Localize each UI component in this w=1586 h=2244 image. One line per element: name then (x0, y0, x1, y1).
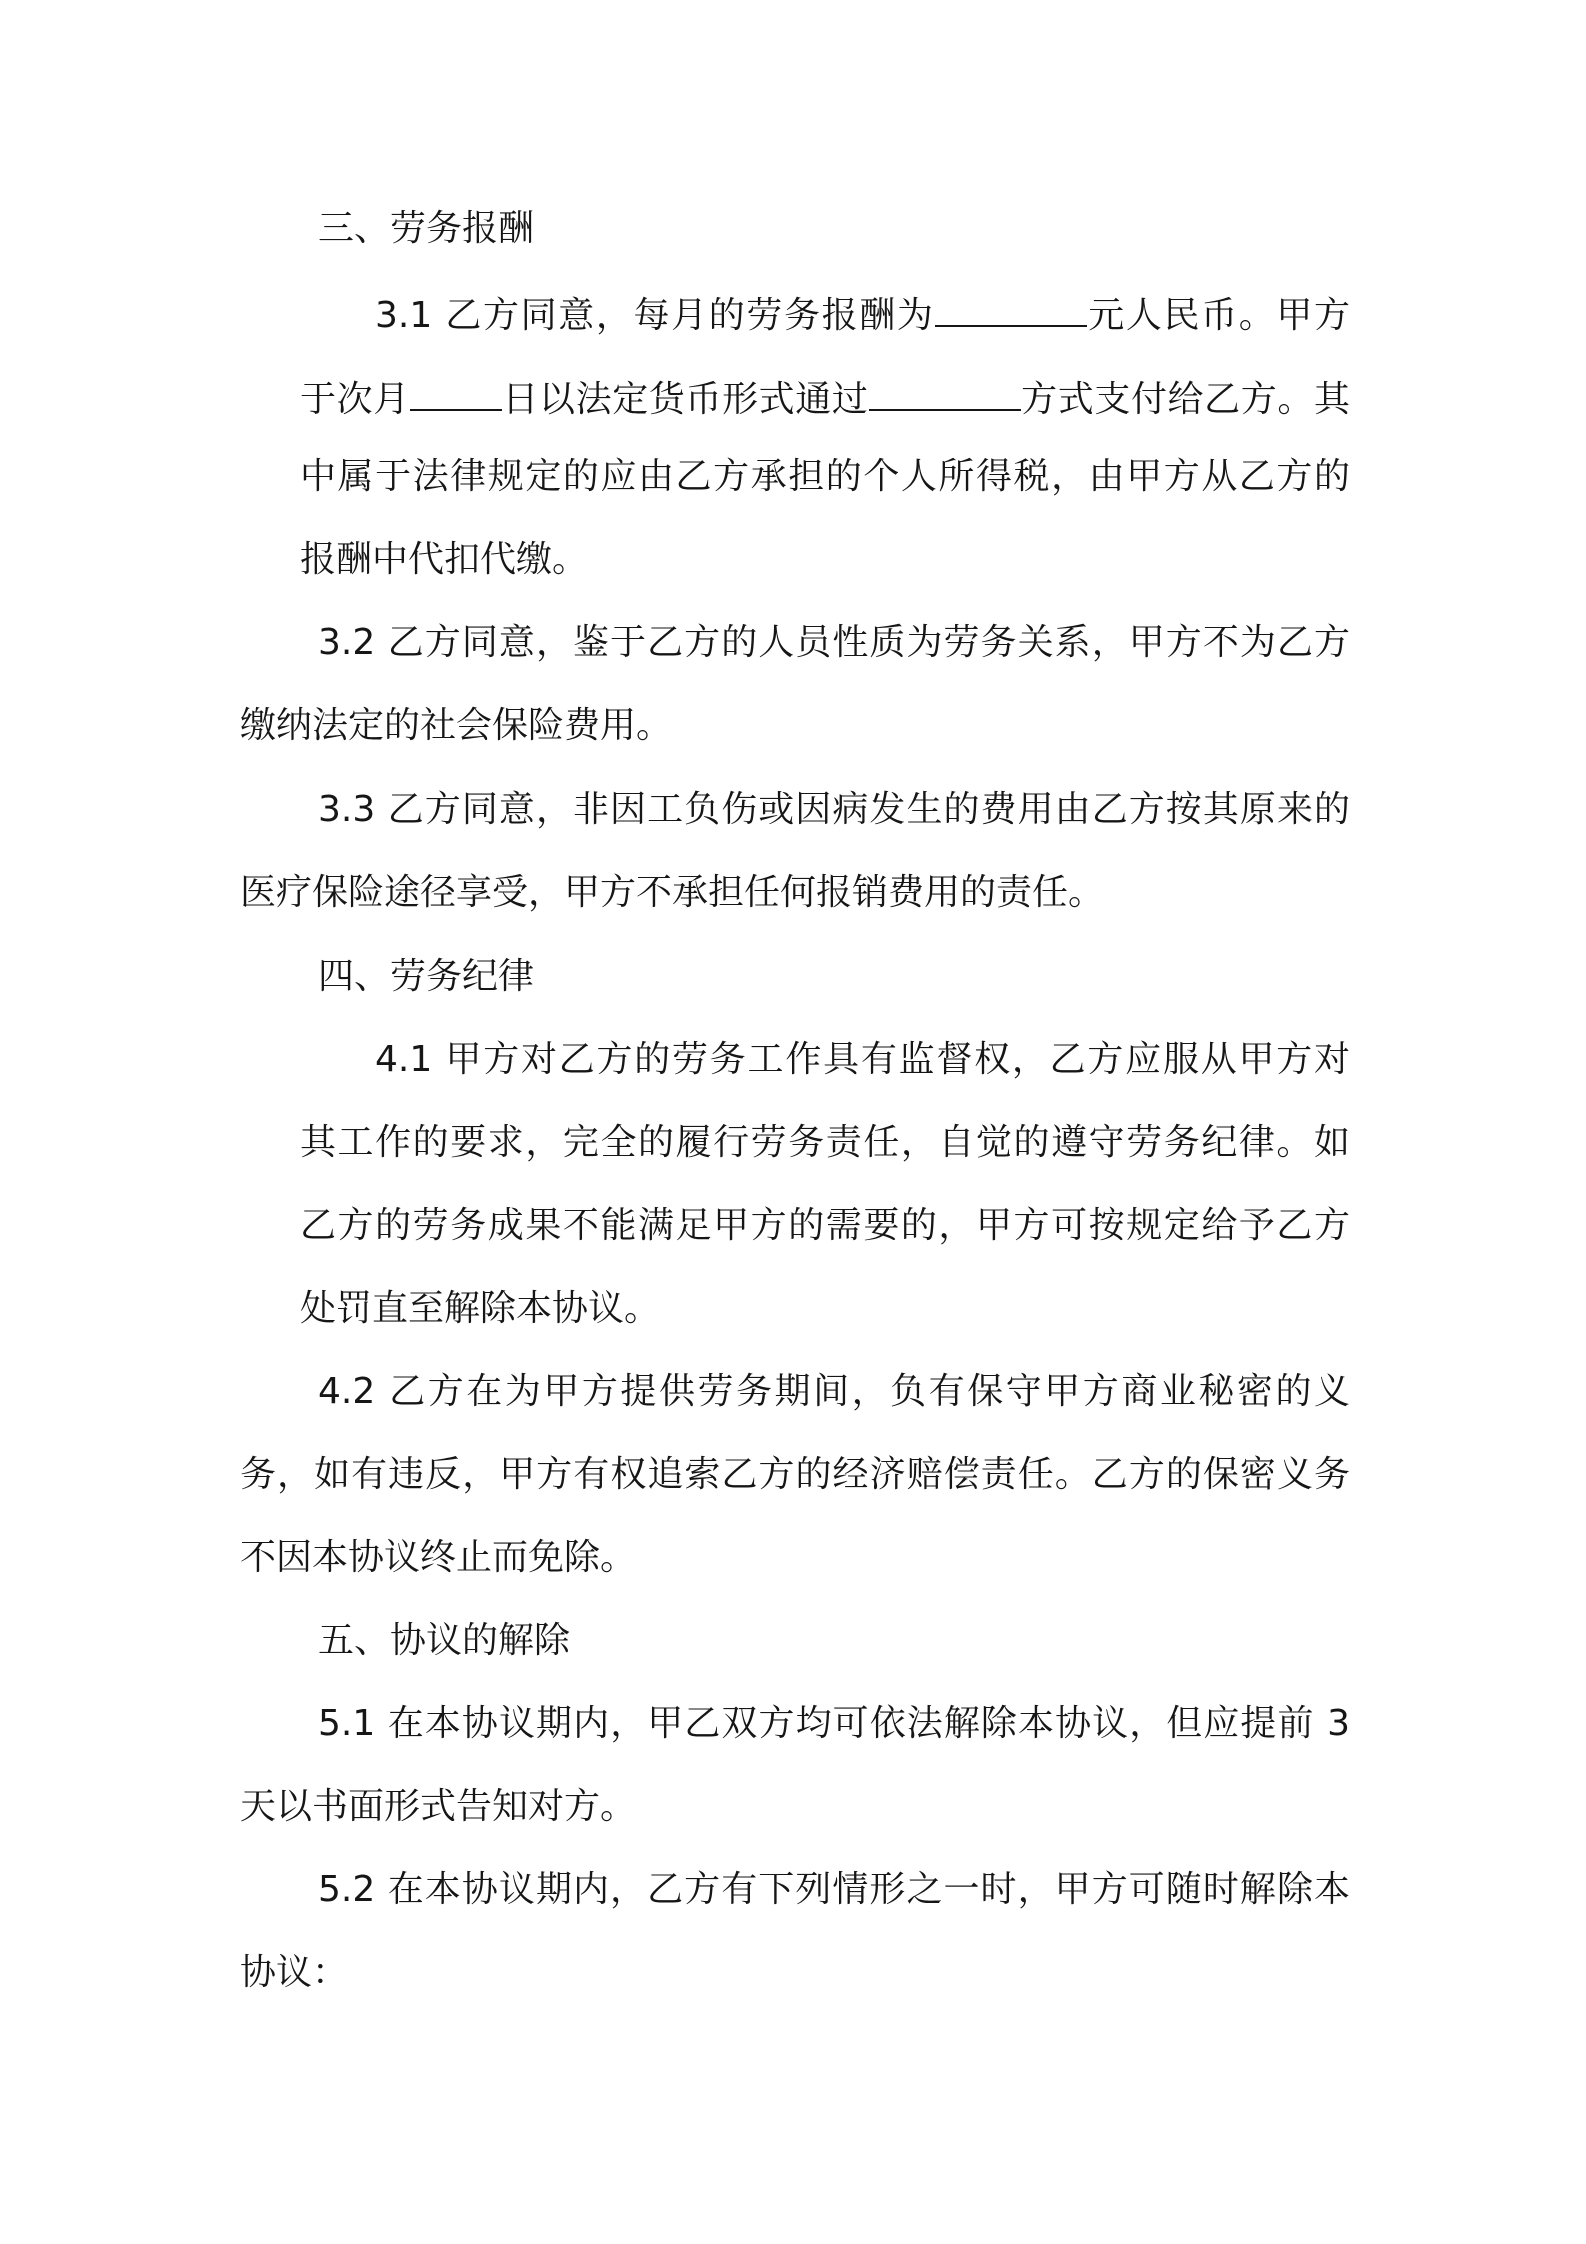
clause-3-3-line-2: 医疗保险途径享受，甲方不承担任何报销费用的责任。 (240, 872, 1105, 913)
clause-3-1-line-1 (375, 287, 1350, 335)
clause-4-2-line-1: 4.2 乙方在为甲方提供劳务期间，负有保守甲方商业秘密的义 (318, 1371, 1350, 1412)
clause-5-1-line-2: 天以书面形式告知对方。 (240, 1786, 637, 1827)
clause-3-1-line-2 (300, 371, 1350, 419)
clause-3-1-text-a: 3.1 乙方同意，每月的劳务报酬为 (375, 295, 935, 336)
clause-5-2-line-1: 5.2 在本协议期内，乙方有下列情形之一时，甲方可随时解除本 (318, 1869, 1350, 1910)
section-heading-3: 三、劳务报酬 (318, 208, 535, 249)
clause-3-2-line-2: 缴纳法定的社会保险费用。 (240, 705, 673, 746)
clause-3-1-text-b: 元人民币。甲方 (1086, 295, 1350, 336)
clause-3-3-line-1: 3.3 乙方同意，非因工负伤或因病发生的费用由乙方按其原来的 (318, 789, 1350, 830)
clause-4-2-line-2: 务，如有违反，甲方有权追索乙方的经济赔偿责任。乙方的保密义务 (240, 1454, 1350, 1495)
clause-3-1-line-3: 中属于法律规定的应由乙方承担的个人所得税，由甲方从乙方的 (300, 456, 1350, 497)
section-heading-4: 四、劳务纪律 (318, 956, 535, 997)
section-heading-5: 五、协议的解除 (318, 1620, 571, 1661)
clause-5-2-line-2: 协议： (240, 1952, 349, 1993)
clause-3-1-line-4: 报酬中代扣代缴。 (300, 539, 589, 580)
clause-5-1-line-1: 5.1 在本协议期内，甲乙双方均可依法解除本协议，但应提前 3 (318, 1703, 1350, 1744)
payment-method-blank (869, 371, 1021, 411)
clause-4-1-line-4: 处罚直至解除本协议。 (300, 1288, 661, 1329)
clause-3-1-text-d: 日以法定货币形式通过 (501, 379, 869, 420)
clause-4-1-line-1: 4.1 甲方对乙方的劳务工作具有监督权，乙方应服从甲方对 (375, 1039, 1350, 1080)
clause-3-2-line-1: 3.2 乙方同意，鉴于乙方的人员性质为劳务关系，甲方不为乙方 (318, 622, 1350, 663)
amount-blank (935, 287, 1087, 327)
clause-4-1-line-2: 其工作的要求，完全的履行劳务责任，自觉的遵守劳务纪律。如 (300, 1122, 1350, 1163)
clause-4-1-line-3: 乙方的劳务成果不能满足甲方的需要的，甲方可按规定给予乙方 (300, 1205, 1350, 1246)
clause-3-1-text-c: 于次月 (300, 379, 410, 420)
clause-4-2-line-3: 不因本协议终止而免除。 (240, 1537, 637, 1578)
day-blank (410, 371, 502, 411)
clause-3-1-text-e: 方式支付给乙方。其 (1020, 379, 1350, 420)
